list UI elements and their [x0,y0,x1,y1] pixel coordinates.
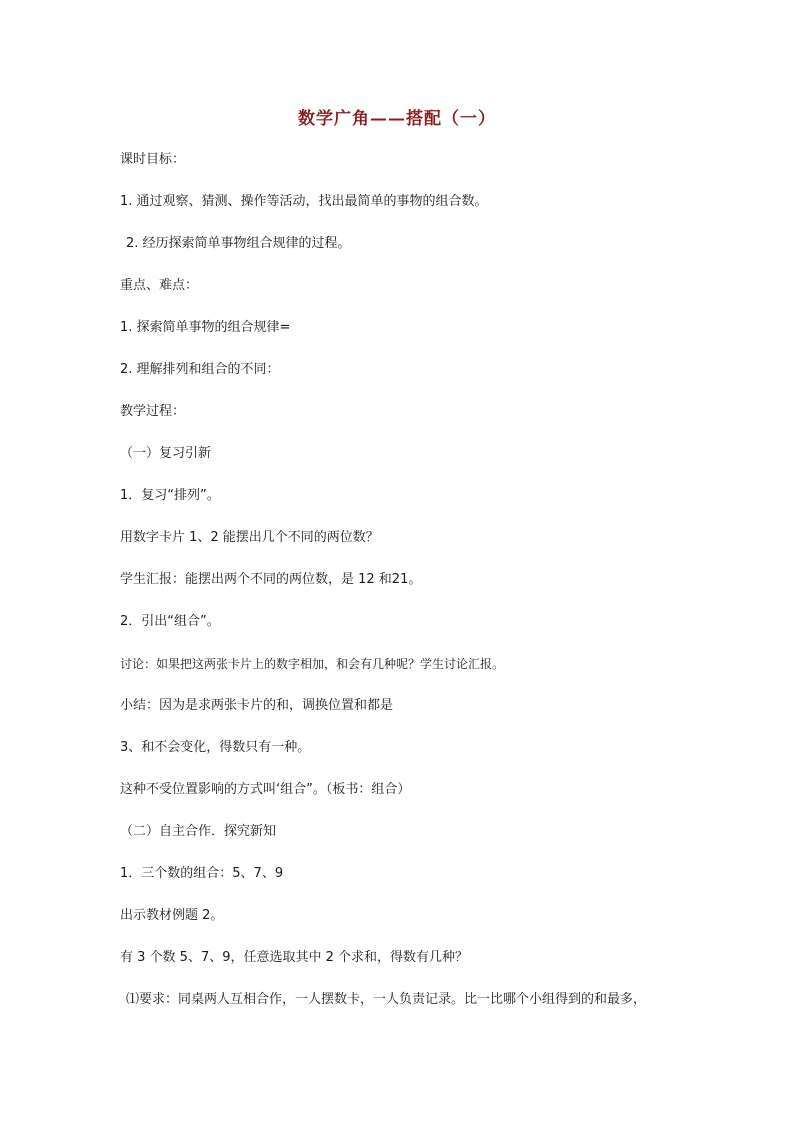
subsection-review: （一）复习引新 [120,446,212,461]
document-title: 数学广角——搭配（一） [298,109,496,129]
section-heading-objectives: 课时目标： [120,152,186,167]
paragraph-example-question: 有 3 个数 5、7、9，任意选取其中 2 个求和，得数有几种？ [120,950,469,965]
subsection-explore: （二）自主合作．探究新知 [120,824,277,839]
paragraph-introduce-combination: 2．引出“组合”。 [120,614,220,629]
paragraph-requirement: ⑴要求：同桌两人互相合作，一人摆数卡，一人负责记录。比一比哪个小组得到的和最多， [126,992,647,1007]
paragraph-definition: 这种不受位置影响的方式叫‘组合”。（板书：组合） [120,782,411,797]
section-heading-process: 教学过程： [120,404,186,419]
paragraph-discussion: 讨论：如果把这两张卡片上的数字相加，和会有几种呢？学生讨论汇报。 [120,657,505,671]
paragraph-summary: 小结：因为是求两张卡片的和，调换位置和都是 [120,698,394,713]
paragraph-summary-continued: 3、和不会变化，得数只有一种。 [120,740,311,755]
paragraph-student-report: 学生汇报：能摆出两个不同的两位数，是 12 和21。 [120,572,422,587]
paragraph-review-permutation: 1．复习“排列”。 [120,488,220,503]
paragraph-question-cards: 用数字卡片 1、2 能摆出几个不同的两位数？ [120,530,379,545]
paragraph-three-numbers: 1．三个数的组合：5、7、9 [120,866,284,881]
key-point-item-1: 1. 探索简单事物的组合规律= [120,320,291,335]
objective-item-2: 2. 经历探索简单事物组合规律的过程。 [126,236,351,251]
objective-item-1: 1. 通过观察、猜测、操作等活动，找出最简单的事物的组合数。 [120,194,488,209]
key-point-item-2: 2. 理解排列和组合的不同： [120,362,280,377]
paragraph-example: 出示教材例题 2。 [120,908,224,923]
section-heading-key-points: 重点、难点： [120,278,199,293]
